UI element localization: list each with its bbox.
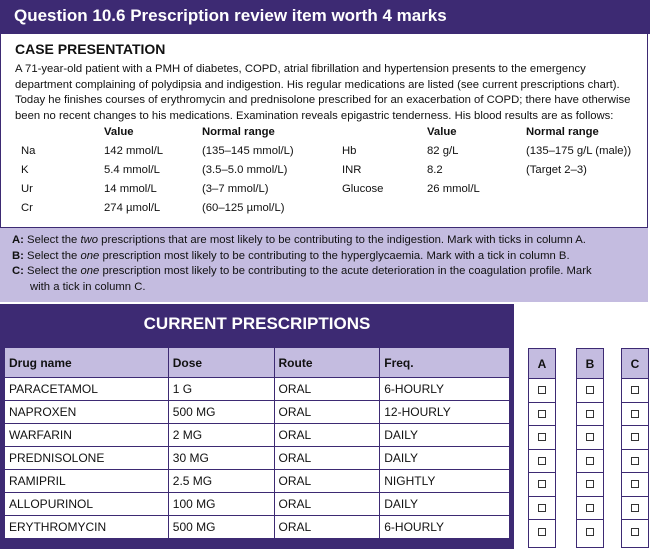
answer-column-c-header: C <box>622 349 648 379</box>
drug-name: PARACETAMOL <box>5 378 169 401</box>
drug-route: ORAL <box>274 378 380 401</box>
lab-name: Ur <box>21 183 33 195</box>
lab-value: 142 mmol/L <box>104 145 164 157</box>
lab-range: (Target 2–3) <box>526 164 587 176</box>
answer-a-checkbox-warfarin[interactable] <box>538 433 546 441</box>
answer-column-c <box>621 348 649 548</box>
drug-dose: 30 MG <box>168 447 274 470</box>
lab-range: (3–7 mmol/L) <box>202 183 269 195</box>
answer-c-checkbox-warfarin[interactable] <box>631 433 639 441</box>
instructions-panel <box>0 228 648 302</box>
case-line: A 71-year-old patient with a PMH of diabetes, COPD, atrial fibrillation and hypertension presents to the emergency <box>15 63 586 75</box>
answer-a-checkbox-naproxen[interactable] <box>538 410 546 418</box>
question-title: Question 10.6 Prescription review item worth 4 marks <box>14 6 447 25</box>
drug-freq: DAILY <box>380 447 510 470</box>
lab-range: (3.5–5.0 mmol/L) <box>202 164 288 176</box>
answer-c-checkbox-naproxen[interactable] <box>631 410 639 418</box>
prescriptions-title: CURRENT PRESCRIPTIONS <box>143 314 371 333</box>
answer-column-b-header: B <box>577 349 603 379</box>
instruction-a: A: Select the two prescriptions that are most likely to be contributing to the indigestion. Mark with ticks in column A. <box>12 234 586 246</box>
drug-dose: 1 G <box>168 378 274 401</box>
drug-freq: 12-HOURLY <box>380 401 510 424</box>
table-row <box>5 447 510 470</box>
answer-a-checkbox-ramipril[interactable] <box>538 480 546 488</box>
column-header-route: Route <box>274 348 380 378</box>
drug-name: RAMIPRIL <box>5 470 169 493</box>
case-presentation <box>0 34 648 228</box>
table-row <box>5 470 510 493</box>
column-header-drug: Drug name <box>5 348 169 378</box>
drug-route: ORAL <box>274 516 380 539</box>
lab-value: 8.2 <box>427 164 443 176</box>
drug-name: WARFARIN <box>5 424 169 447</box>
lab-range-header-left: Normal range <box>202 126 275 138</box>
lab-name: INR <box>342 164 362 176</box>
answer-column-a <box>528 348 556 548</box>
case-line: department complaining of polydipsia and indigestion. His regular medications are listed (see current prescriptions chart). <box>15 78 620 91</box>
drug-dose: 2 MG <box>168 424 274 447</box>
lab-range-header-right: Normal range <box>526 126 599 138</box>
drug-name: ERYTHROMYCIN <box>5 516 169 539</box>
table-row <box>5 401 510 424</box>
lab-name: Cr <box>21 202 33 214</box>
answer-column-a-header: A <box>529 349 555 379</box>
column-header-dose: Dose <box>168 348 274 378</box>
lab-value: 5.4 mmol/L <box>104 164 160 176</box>
answer-c-checkbox-ramipril[interactable] <box>631 480 639 488</box>
answer-b-checkbox-naproxen[interactable] <box>586 410 594 418</box>
lab-name: Na <box>21 145 36 157</box>
drug-dose: 100 MG <box>168 493 274 516</box>
lab-value-header-right: Value <box>427 126 457 138</box>
lab-value-header-left: Value <box>104 126 134 138</box>
answer-c-checkbox-erythromycin[interactable] <box>631 528 639 536</box>
lab-value: 82 g/L <box>427 145 459 157</box>
drug-route: ORAL <box>274 447 380 470</box>
table-row <box>5 516 510 539</box>
drug-name: PREDNISOLONE <box>5 447 169 470</box>
table-header-row <box>5 348 510 378</box>
answer-b-checkbox-allopurinol[interactable] <box>586 504 594 512</box>
answer-b-checkbox-paracetamol[interactable] <box>586 386 594 394</box>
case-title: CASE PRESENTATION <box>15 41 166 57</box>
lab-name: Glucose <box>342 183 384 195</box>
answer-b-checkbox-warfarin[interactable] <box>586 433 594 441</box>
answer-c-checkbox-prednisolone[interactable] <box>631 457 639 465</box>
column-header-freq: Freq. <box>380 348 510 378</box>
drug-freq: NIGHTLY <box>380 470 510 493</box>
drug-dose: 500 MG <box>168 516 274 539</box>
answer-b-checkbox-prednisolone[interactable] <box>586 457 594 465</box>
table-row <box>5 493 510 516</box>
drug-dose: 500 MG <box>168 401 274 424</box>
prescriptions-chart <box>0 304 514 549</box>
drug-dose: 2.5 MG <box>168 470 274 493</box>
drug-freq: 6-HOURLY <box>380 378 510 401</box>
lab-value: 14 mmol/L <box>104 183 157 195</box>
lab-name: Hb <box>342 145 357 157</box>
drug-name: ALLOPURINOL <box>5 493 169 516</box>
drug-freq: DAILY <box>380 424 510 447</box>
answer-a-checkbox-allopurinol[interactable] <box>538 504 546 512</box>
instruction-c: C: Select the one prescription most likely to be contributing to the acute deterioration in the coagulation profile. Mark <box>12 265 592 277</box>
answer-c-checkbox-allopurinol[interactable] <box>631 504 639 512</box>
lab-value: 26 mmol/L <box>427 183 480 195</box>
drug-name: NAPROXEN <box>5 401 169 424</box>
answer-column-b <box>576 348 604 548</box>
question-header <box>0 0 650 34</box>
lab-range: (135–145 mmol/L) <box>202 145 294 157</box>
case-text <box>15 62 640 124</box>
drug-route: ORAL <box>274 424 380 447</box>
prescriptions-table <box>4 347 510 539</box>
answer-c-checkbox-paracetamol[interactable] <box>631 386 639 394</box>
lab-range: (135–175 g/L (male)) <box>526 145 632 157</box>
lab-name: K <box>21 164 29 176</box>
answer-b-checkbox-ramipril[interactable] <box>586 480 594 488</box>
instruction-c-continued: with a tick in column C. <box>30 280 146 293</box>
drug-route: ORAL <box>274 493 380 516</box>
table-row <box>5 424 510 447</box>
drug-route: ORAL <box>274 401 380 424</box>
table-row <box>5 378 510 401</box>
drug-freq: 6-HOURLY <box>380 516 510 539</box>
lab-range: (60–125 µmol/L) <box>202 202 285 214</box>
case-line: been no recent changes to his medications. Examination reveals epigastric tenderness. His blood results are as follows: <box>15 109 614 122</box>
instruction-b: B: Select the one prescription most likely to be contributing to the hyperglycaemia. Mark with a tick in column B. <box>12 249 570 262</box>
answer-a-checkbox-paracetamol[interactable] <box>538 386 546 394</box>
drug-route: ORAL <box>274 470 380 493</box>
answer-b-checkbox-erythromycin[interactable] <box>586 528 594 536</box>
answer-a-checkbox-prednisolone[interactable] <box>538 457 546 465</box>
lab-value: 274 µmol/L <box>104 202 161 214</box>
drug-freq: DAILY <box>380 493 510 516</box>
case-line: Today he finishes courses of erythromycin and prednisolone prescribed for an exacerbation of COPD; there have otherwise <box>15 94 631 106</box>
answer-a-checkbox-erythromycin[interactable] <box>538 528 546 536</box>
